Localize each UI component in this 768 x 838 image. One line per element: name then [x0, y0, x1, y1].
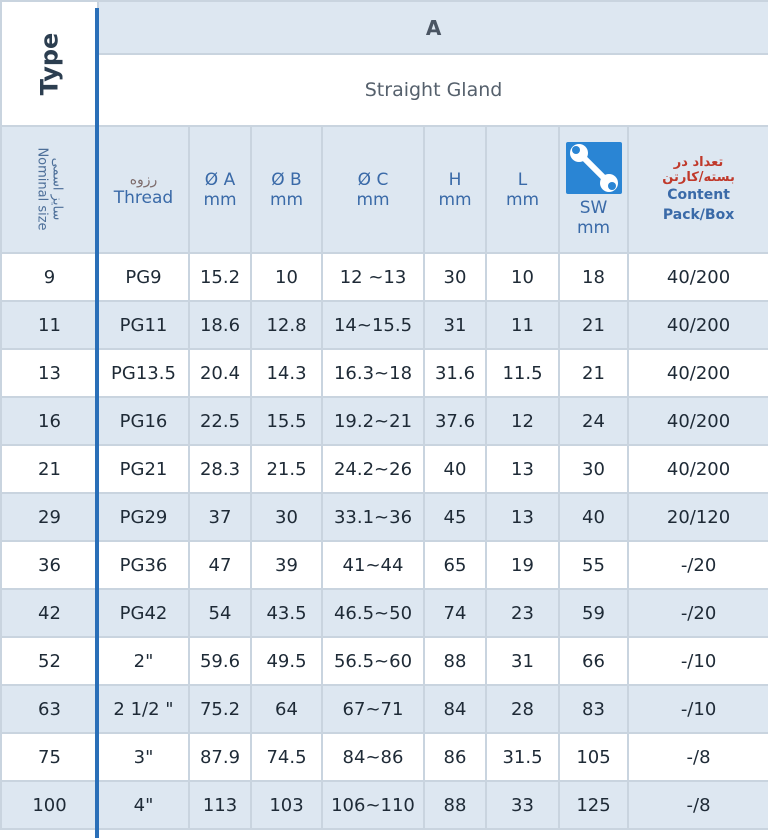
dia-c-cell: 33.1~36 — [322, 493, 424, 541]
dia-a-cell: 28.3 — [189, 445, 251, 493]
length-label: L — [517, 169, 528, 190]
dia-c-unit: mm — [356, 189, 390, 210]
nominal-size-en: Nominal size — [34, 147, 50, 231]
thread-cell: 2 1/2 " — [98, 685, 189, 733]
pack-header-en-2: Pack/Box — [662, 206, 735, 223]
pack-cell: 40/200 — [628, 301, 768, 349]
nominal-size-label — [35, 147, 65, 230]
sw-cell: 24 — [559, 397, 628, 445]
length-cell: 31.5 — [486, 733, 559, 781]
dia-a-cell: 75.2 — [189, 685, 251, 733]
pack-header-fa-2: بسته/کارتن — [662, 169, 735, 185]
thread-cell: 4" — [98, 781, 189, 829]
table-row — [1, 253, 768, 301]
table-row — [1, 349, 768, 397]
length-cell: 13 — [486, 493, 559, 541]
nominal-size-cell: 42 — [1, 589, 98, 637]
nominal-size-cell: 63 — [1, 685, 98, 733]
height-cell: 88 — [424, 637, 486, 685]
pack-header-fa-1: تعداد در — [673, 154, 724, 170]
sw-cell: 83 — [559, 685, 628, 733]
height-header — [424, 126, 486, 253]
nominal-size-cell: 11 — [1, 301, 98, 349]
sw-cell: 105 — [559, 733, 628, 781]
height-cell: 30 — [424, 253, 486, 301]
nominal-size-cell: 75 — [1, 733, 98, 781]
nominal-size-cell: 52 — [1, 637, 98, 685]
pack-cell: -/20 — [628, 541, 768, 589]
table-row — [1, 397, 768, 445]
height-cell: 31.6 — [424, 349, 486, 397]
thread-cell: PG16 — [98, 397, 189, 445]
dia-a-cell: 18.6 — [189, 301, 251, 349]
dia-b-cell: 39 — [251, 541, 322, 589]
sw-cell: 30 — [559, 445, 628, 493]
group-name-header: Straight Gland — [98, 54, 768, 126]
dia-c-cell: 14~15.5 — [322, 301, 424, 349]
height-cell: 45 — [424, 493, 486, 541]
dia-c-label: Ø C — [357, 169, 389, 190]
dia-a-cell: 22.5 — [189, 397, 251, 445]
height-cell: 65 — [424, 541, 486, 589]
wrench-icon — [566, 142, 622, 194]
dia-b-cell: 10 — [251, 253, 322, 301]
nominal-size-cell: 29 — [1, 493, 98, 541]
length-cell: 11 — [486, 301, 559, 349]
nominal-size-cell: 13 — [1, 349, 98, 397]
nominal-size-cell: 16 — [1, 397, 98, 445]
table-row — [1, 685, 768, 733]
dia-b-cell: 14.3 — [251, 349, 322, 397]
table-row — [1, 781, 768, 829]
dia-c-cell: 67~71 — [322, 685, 424, 733]
dia-b-cell: 49.5 — [251, 637, 322, 685]
pack-cell: 40/200 — [628, 397, 768, 445]
sw-label: SW — [579, 197, 608, 218]
height-cell: 31 — [424, 301, 486, 349]
dia-a-cell: 20.4 — [189, 349, 251, 397]
thread-cell: 3" — [98, 733, 189, 781]
length-cell: 10 — [486, 253, 559, 301]
table-row — [1, 541, 768, 589]
dia-c-cell: 19.2~21 — [322, 397, 424, 445]
dia-a-cell: 87.9 — [189, 733, 251, 781]
sw-cell: 125 — [559, 781, 628, 829]
height-cell: 84 — [424, 685, 486, 733]
spec-rows — [1, 253, 768, 829]
height-cell: 74 — [424, 589, 486, 637]
sw-header — [559, 126, 628, 253]
length-cell: 28 — [486, 685, 559, 733]
pack-cell: -/20 — [628, 589, 768, 637]
thread-cell: 2" — [98, 637, 189, 685]
thread-cell: PG9 — [98, 253, 189, 301]
pack-cell: -/10 — [628, 637, 768, 685]
dia-a-header — [189, 126, 251, 253]
divider-bar — [95, 8, 99, 838]
pack-cell: -/8 — [628, 781, 768, 829]
dia-b-unit: mm — [269, 189, 304, 210]
dia-a-cell: 37 — [189, 493, 251, 541]
sw-cell: 59 — [559, 589, 628, 637]
pack-cell: 40/200 — [628, 253, 768, 301]
dia-c-cell: 24.2~26 — [322, 445, 424, 493]
thread-cell: PG29 — [98, 493, 189, 541]
length-cell: 23 — [486, 589, 559, 637]
nominal-size-fa: سایز اسمی — [49, 157, 65, 221]
dia-b-cell: 21.5 — [251, 445, 322, 493]
thread-header-en: Thread — [113, 187, 174, 208]
dia-b-cell: 12.8 — [251, 301, 322, 349]
dia-c-cell: 84~86 — [322, 733, 424, 781]
dia-c-cell: 46.5~50 — [322, 589, 424, 637]
table-row — [1, 445, 768, 493]
length-cell: 33 — [486, 781, 559, 829]
sw-cell: 40 — [559, 493, 628, 541]
pack-cell: -/8 — [628, 733, 768, 781]
pack-cell: 40/200 — [628, 349, 768, 397]
pack-cell: 40/200 — [628, 445, 768, 493]
dia-c-cell: 41~44 — [322, 541, 424, 589]
pack-cell: -/10 — [628, 685, 768, 733]
dia-b-cell: 74.5 — [251, 733, 322, 781]
nominal-size-cell: 100 — [1, 781, 98, 829]
table-row — [1, 733, 768, 781]
sw-cell: 18 — [559, 253, 628, 301]
height-cell: 88 — [424, 781, 486, 829]
dia-b-cell: 64 — [251, 685, 322, 733]
nominal-size-cell: 9 — [1, 253, 98, 301]
dia-c-cell: 56.5~60 — [322, 637, 424, 685]
thread-cell: PG21 — [98, 445, 189, 493]
dia-a-label: Ø A — [204, 169, 236, 190]
pack-header-en-1: Content — [667, 186, 730, 203]
sw-cell: 66 — [559, 637, 628, 685]
dia-c-cell: 106~110 — [322, 781, 424, 829]
pack-cell: 20/120 — [628, 493, 768, 541]
sw-unit: mm — [576, 217, 611, 238]
length-cell: 12 — [486, 397, 559, 445]
length-cell: 13 — [486, 445, 559, 493]
sw-cell: 55 — [559, 541, 628, 589]
dia-a-cell: 47 — [189, 541, 251, 589]
sw-cell: 21 — [559, 349, 628, 397]
height-label: H — [448, 169, 462, 190]
length-cell: 19 — [486, 541, 559, 589]
nominal-size-cell: 21 — [1, 445, 98, 493]
dia-a-cell: 59.6 — [189, 637, 251, 685]
dia-b-cell: 43.5 — [251, 589, 322, 637]
thread-cell: PG13.5 — [98, 349, 189, 397]
type-label: Type — [35, 32, 64, 95]
nominal-size-cell: 36 — [1, 541, 98, 589]
table-row — [1, 301, 768, 349]
pack-header — [628, 126, 768, 253]
height-unit: mm — [438, 189, 472, 210]
table-row — [1, 589, 768, 637]
dia-b-header — [251, 126, 322, 253]
height-cell: 37.6 — [424, 397, 486, 445]
length-header — [486, 126, 559, 253]
dia-b-label: Ø B — [271, 169, 302, 190]
type-header-cell — [1, 1, 98, 126]
thread-cell: PG42 — [98, 589, 189, 637]
dia-b-cell: 15.5 — [251, 397, 322, 445]
dia-b-cell: 30 — [251, 493, 322, 541]
dia-c-cell: 12 ~13 — [322, 253, 424, 301]
nominal-size-header — [1, 126, 98, 253]
length-cell: 31 — [486, 637, 559, 685]
dia-a-cell: 113 — [189, 781, 251, 829]
thread-header-fa: رزوه — [129, 171, 158, 188]
dia-a-cell: 15.2 — [189, 253, 251, 301]
length-cell: 11.5 — [486, 349, 559, 397]
dia-b-cell: 103 — [251, 781, 322, 829]
length-unit: mm — [505, 189, 540, 210]
thread-cell: PG36 — [98, 541, 189, 589]
table-row — [1, 493, 768, 541]
dia-c-header — [322, 126, 424, 253]
height-cell: 86 — [424, 733, 486, 781]
table-row — [1, 637, 768, 685]
thread-header — [98, 126, 189, 253]
dia-c-cell: 16.3~18 — [322, 349, 424, 397]
group-code-header: A — [98, 1, 768, 54]
sw-cell: 21 — [559, 301, 628, 349]
dia-a-cell: 54 — [189, 589, 251, 637]
height-cell: 40 — [424, 445, 486, 493]
thread-cell: PG11 — [98, 301, 189, 349]
dia-a-unit: mm — [203, 189, 237, 210]
